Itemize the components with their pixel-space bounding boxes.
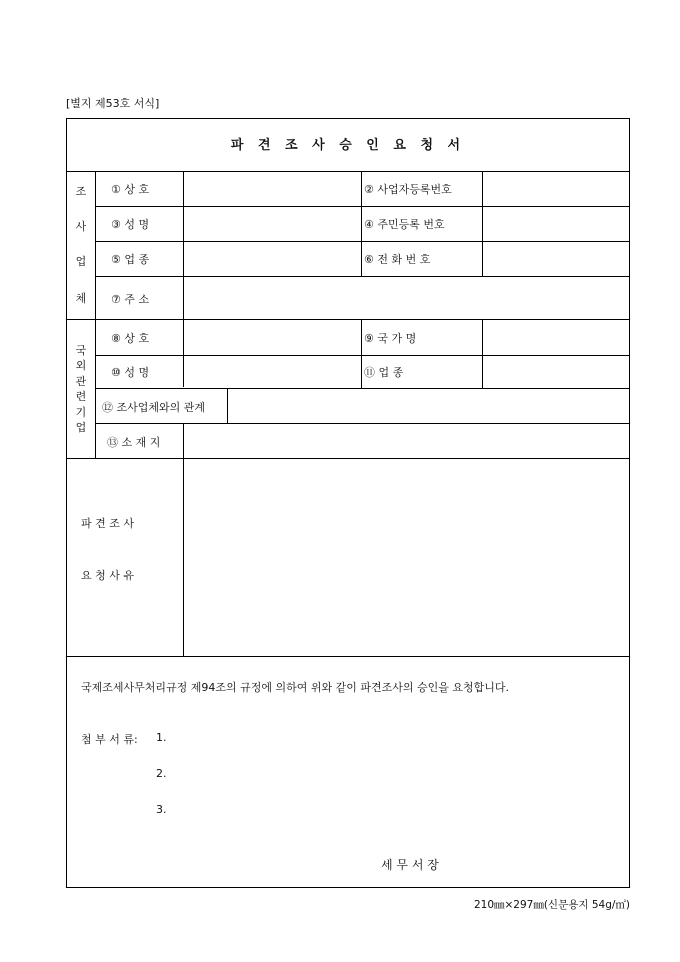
rule	[67, 656, 629, 657]
location-label: ⑬ 소 재 지	[107, 436, 161, 449]
rule	[95, 355, 629, 356]
foreign-group-label-4: 련	[75, 390, 87, 403]
rule	[95, 171, 96, 319]
country-label: ⑨ 국 가 명	[364, 332, 417, 345]
name-label: ③ 성 명	[111, 218, 150, 231]
rule	[95, 319, 96, 458]
foreign-trade-name-label: ⑧ 상 호	[111, 332, 150, 345]
request-statement: 국제조세사무처리규정 제94조의 규정에 의하여 위와 같이 파견조사의 승인을 요청합니다.	[81, 681, 509, 694]
form-title: 파 견 조 사 승 인 요 청 서	[230, 138, 466, 153]
address-label: ⑦ 주 소	[111, 293, 150, 306]
rule	[183, 171, 184, 387]
rule	[482, 171, 483, 276]
rule	[67, 171, 629, 172]
request-form	[66, 118, 630, 888]
trade-name-label: ① 상 호	[111, 183, 150, 196]
rule	[95, 206, 629, 207]
rule	[227, 388, 228, 423]
attachment-item-2: 2.	[156, 767, 167, 780]
foreign-business-type-label: ⑪ 업 종	[364, 366, 404, 379]
foreign-group-label-3: 관	[75, 375, 87, 388]
attachment-item-1: 1.	[156, 731, 167, 744]
rule	[95, 388, 629, 389]
company-group-label-4: 체	[75, 292, 87, 305]
reason-label-line2: 요 청 사 유	[81, 569, 134, 582]
paper-spec-footer: 210㎜×297㎜(신문용지 54g/㎡)	[473, 899, 630, 911]
rule	[95, 423, 629, 424]
foreign-name-label: ⑩ 성 명	[111, 366, 150, 379]
tax-office-signature: 세 무 서 장	[381, 858, 439, 872]
business-reg-no-label: ② 사업자등록번호	[364, 183, 452, 196]
rule	[67, 319, 629, 320]
reason-label-line1: 파 견 조 사	[81, 517, 134, 530]
company-group-label-1: 조	[75, 185, 87, 198]
rule	[67, 458, 629, 459]
rule	[361, 319, 362, 388]
rule	[95, 241, 629, 242]
relation-label: ⑫ 조사업체와의 관계	[102, 401, 206, 414]
form-number-label: [별지 제53호 서식]	[66, 97, 160, 110]
rule	[482, 319, 483, 388]
company-group-label-3: 업	[75, 255, 87, 268]
foreign-group-label-1: 국	[75, 344, 87, 357]
rule	[95, 276, 629, 277]
attachment-item-3: 3.	[156, 803, 167, 816]
business-type-label: ⑤ 업 종	[111, 253, 150, 266]
foreign-group-label-5: 기	[75, 406, 87, 419]
rule	[183, 423, 184, 656]
rule	[361, 171, 362, 276]
attachments-label: 첨 부 서 류:	[81, 733, 138, 746]
phone-label: ⑥ 전 화 번 호	[364, 253, 431, 266]
foreign-group-label-6: 업	[75, 421, 87, 434]
foreign-group-label-2: 외	[75, 359, 87, 372]
resident-reg-no-label: ④ 주민등록 번호	[364, 218, 445, 231]
company-group-label-2: 사	[75, 220, 87, 233]
